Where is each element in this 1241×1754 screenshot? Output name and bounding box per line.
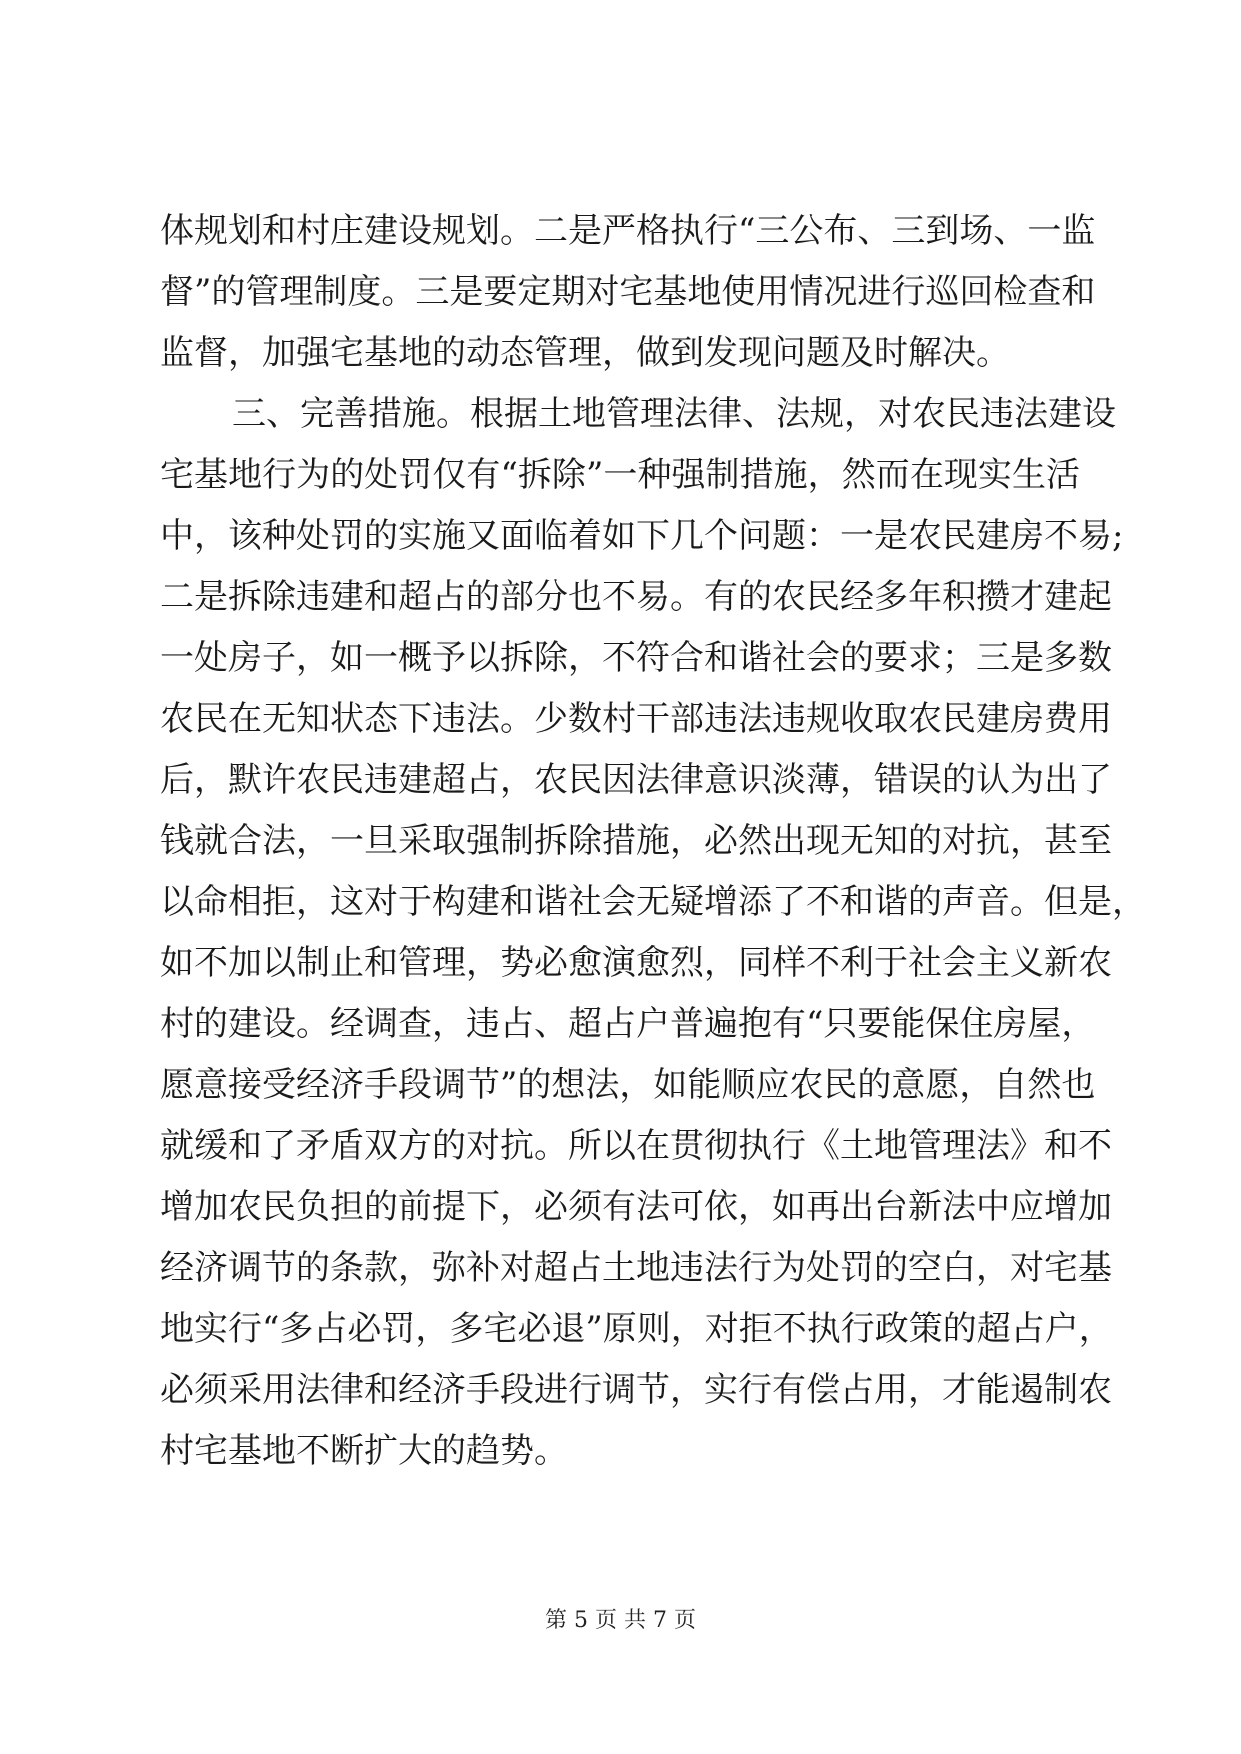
text-line: 地实行“多占必罚，多宅必退”原则，对拒不执行政策的超占户， <box>160 1309 1113 1349</box>
text-line: 经济调节的条款，弥补对超占土地违法行为处罚的空白，对宅基 <box>160 1248 1112 1288</box>
text-line: 农民在无知状态下违法。少数村干部违法违规收取农民建房费用 <box>160 699 1112 739</box>
text-line: 后，默许农民违建超占，农民因法律意识淡薄，错误的认为出了 <box>160 760 1112 800</box>
text-line: 增加农民负担的前提下，必须有法可依，如再出台新法中应增加 <box>160 1187 1112 1227</box>
text-line: 村的建设。经调查，违占、超占户普遍抱有“只要能保住房屋， <box>160 1004 1096 1044</box>
page-number: 第 5 页 共 7 页 <box>545 1608 696 1633</box>
text-line: 就缓和了矛盾双方的对抗。所以在贯彻执行《土地管理法》和不 <box>160 1126 1112 1166</box>
text-line: 如不加以制止和管理，势必愈演愈烈，同样不利于社会主义新农 <box>160 943 1112 983</box>
text-line: 钱就合法，一旦采取强制拆除措施，必然出现无知的对抗，甚至 <box>160 821 1112 861</box>
text-line: 二是拆除违建和超占的部分也不易。有的农民经多年积攒才建起 <box>160 577 1112 617</box>
text-line: 宅基地行为的处罚仅有“拆除”一种强制措施，然而在现实生活 <box>160 455 1080 495</box>
text-line: 愿意接受经济手段调节”的想法，如能顺应农民的意愿，自然也 <box>160 1065 1096 1105</box>
text-line: 一处房子，如一概予以拆除，不符合和谐社会的要求；三是多数 <box>160 638 1112 678</box>
text-line: 村宅基地不断扩大的趋势。 <box>160 1431 568 1471</box>
text-line: 中，该种处罚的实施又面临着如下几个问题：一是农民建房不易; <box>160 516 1124 556</box>
text-line: 必须采用法律和经济手段进行调节，实行有偿占用，才能遏制农 <box>160 1370 1112 1410</box>
text-line: 体规划和村庄建设规划。二是严格执行“三公布、三到场、一监 <box>160 211 1096 251</box>
text-line: 督”的管理制度。三是要定期对宅基地使用情况进行巡回检查和 <box>160 272 1096 312</box>
text-line: 监督，加强宅基地的动态管理，做到发现问题及时解决。 <box>160 333 1010 373</box>
text-line: 以命相拒，这对于构建和谐社会无疑增添了不和谐的声音。但是， <box>160 882 1146 922</box>
paragraph-first-line: 三、完善措施。根据土地管理法律、法规，对农民违法建设 <box>232 394 1116 434</box>
